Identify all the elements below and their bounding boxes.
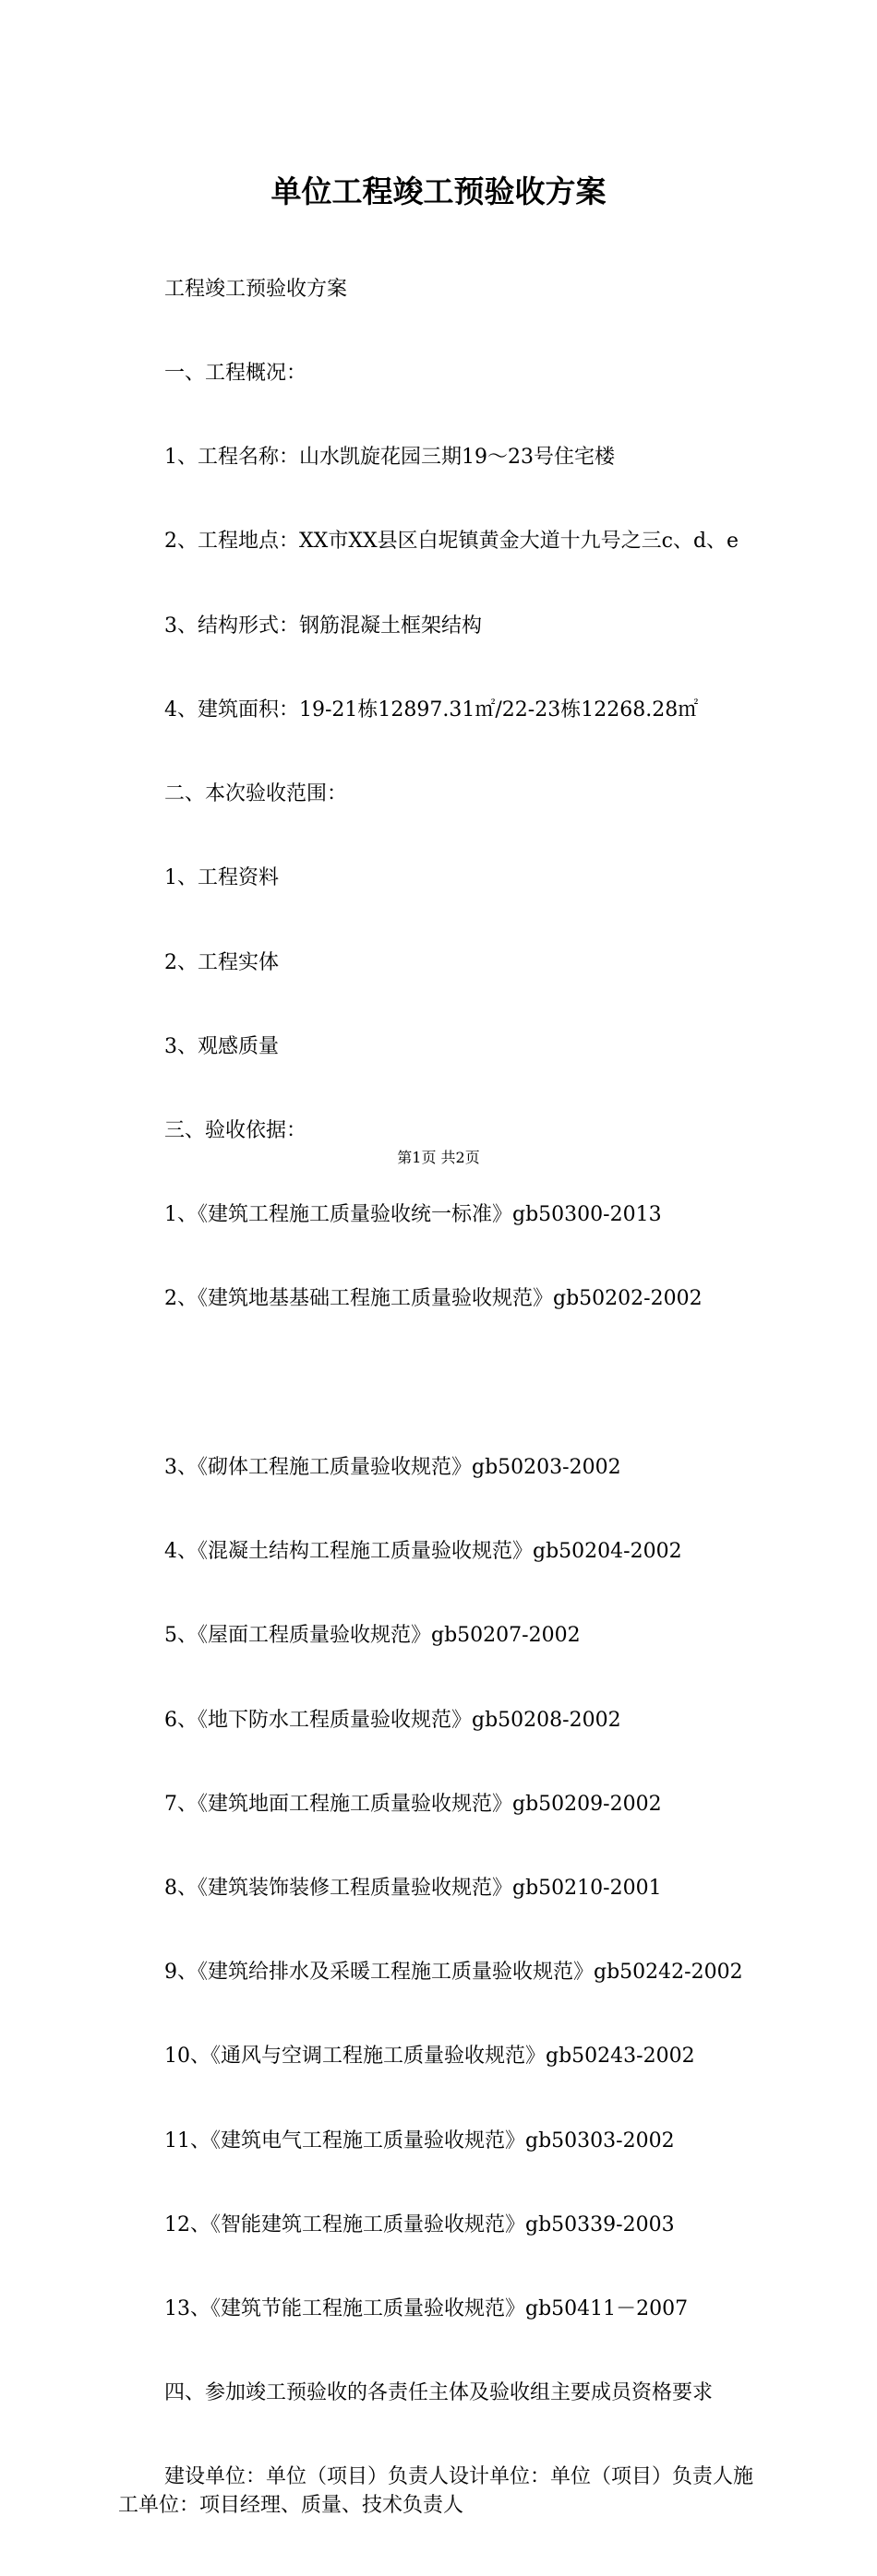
scope-item: 3、观感质量: [164, 1034, 279, 1058]
section-heading-participants: 四、参加竣工预验收的各责任主体及验收组主要成员资格要求: [164, 2381, 714, 2405]
standard-item: 13、《建筑节能工程施工质量验收规范》gb50411－2007: [164, 2297, 689, 2321]
standard-item: 3、《砌体工程施工质量验收规范》gb50203-2002: [164, 1455, 621, 1479]
standard-item: 8、《建筑装饰装修工程质量验收规范》gb50210-2001: [164, 1876, 662, 1900]
standard-item: 10、《通风与空调工程施工质量验收规范》gb50243-2002: [164, 2045, 695, 2069]
standard-item: 5、《屋面工程质量验收规范》gb50207-2002: [164, 1624, 581, 1648]
standard-item: 7、《建筑地面工程施工质量验收规范》gb50209-2002: [164, 1792, 662, 1816]
standard-item: 6、《地下防水工程质量验收规范》gb50208-2002: [164, 1708, 621, 1732]
paragraph-participants: 建设单位：单位（项目）负责人设计单位：单位（项目）负责人施工单位：项目经理、质量、技术负责人: [118, 2465, 754, 2517]
standard-item: 11、《建筑电气工程施工质量验收规范》gb50303-2002: [164, 2129, 675, 2153]
paragraph-project-location: 2、工程地点：XX市XX县区白坭镇黄金大道十九号之三c、d、e: [164, 530, 739, 554]
scope-item: 1、工程资料: [164, 866, 279, 890]
section-heading-scope: 二、本次验收范围：: [164, 782, 348, 806]
paragraph-subtitle: 工程竣工预验收方案: [164, 277, 348, 301]
paragraph-building-area: 4、建筑面积：19-21栋12897.31㎡/22-23栋12268.28㎡: [164, 698, 699, 722]
document-title: 单位工程竣工预验收方案: [270, 173, 607, 209]
standard-item: 1、《建筑工程施工质量验收统一标准》gb50300-2013: [164, 1203, 662, 1227]
paragraph-project-name: 1、工程名称：山水凯旋花园三期19～23号住宅楼: [164, 446, 615, 470]
scope-item: 2、工程实体: [164, 950, 279, 974]
section-heading-overview: 一、工程概况：: [164, 362, 307, 386]
standard-item: 9、《建筑给排水及采暖工程施工质量验收规范》gb50242-2002: [164, 1961, 743, 1985]
document-body: [118, 220, 772, 2576]
standard-item: 4、《混凝土结构工程施工质量验收规范》gb50204-2002: [164, 1540, 682, 1564]
page-footer: 第1页 共2页: [397, 1149, 480, 1166]
paragraph-structure-type: 3、结构形式：钢筋混凝土框架结构: [164, 614, 482, 638]
standard-item: 2、《建筑地基基础工程施工质量验收规范》gb50202-2002: [164, 1287, 703, 1311]
blank-line: [118, 1370, 772, 1398]
standard-item: 12、《智能建筑工程施工质量验收规范》gb50339-2003: [164, 2212, 675, 2236]
section-heading-basis: 三、验收依据：: [164, 1119, 307, 1142]
